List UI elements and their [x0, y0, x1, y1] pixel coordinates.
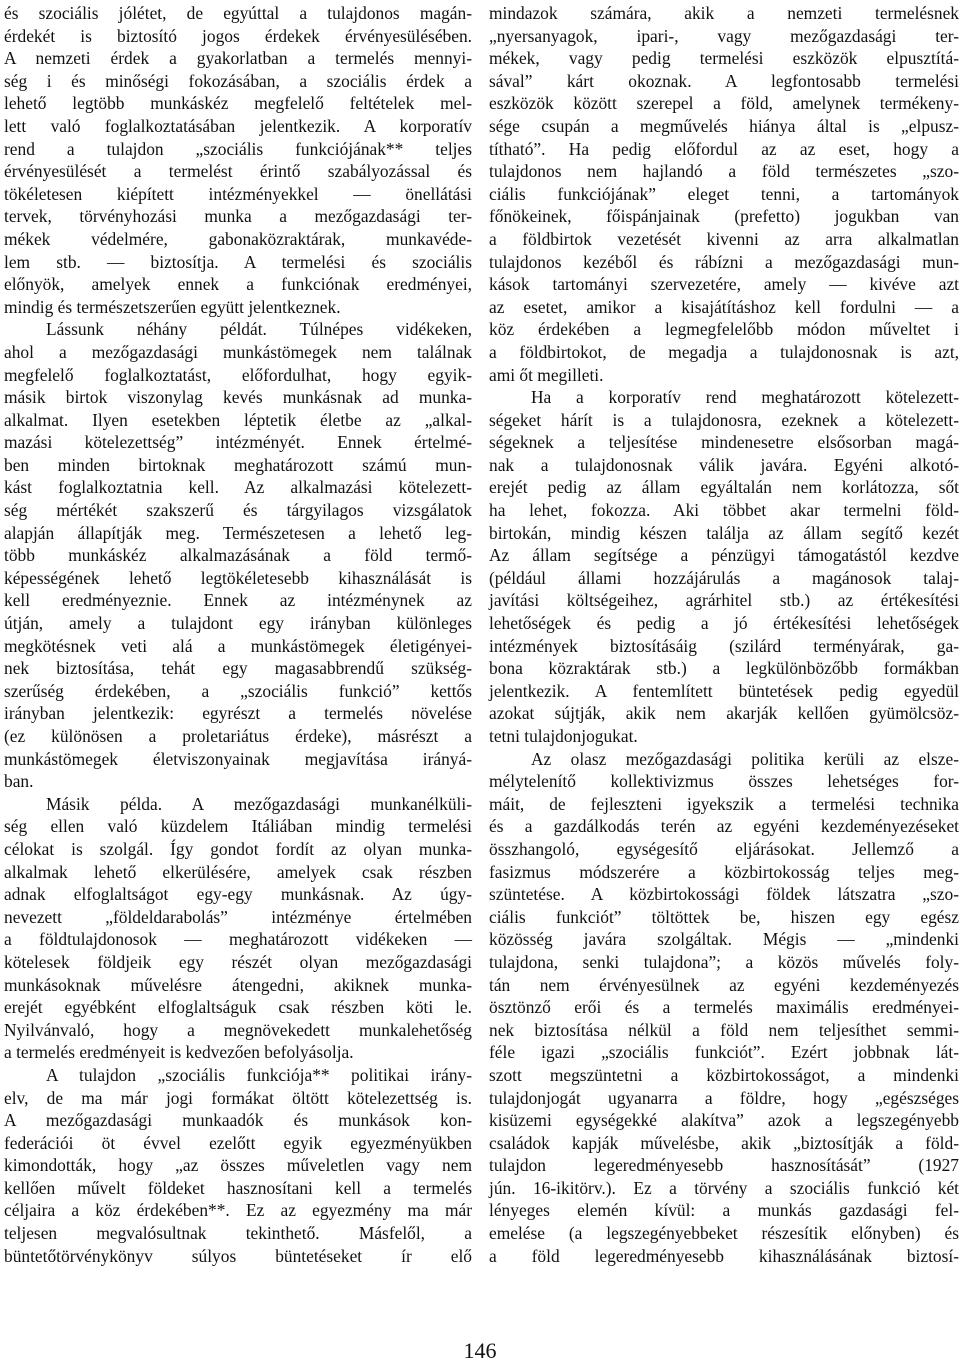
text-line: Az olasz mezőgazdasági politika kerüli az elsze- — [531, 748, 959, 769]
text-line: szüntetése. A közbirtokossági földek látszatra „szo- — [489, 884, 959, 905]
text-line: elv, de ma már jogi formákat öltött kötelezettség is. — [4, 1087, 472, 1108]
text-line: féle igazi „szociális funkciót”. Ezért jobbnak lát- — [489, 1042, 959, 1063]
text-line: A mezőgazdasági munkaadók és munkások kon- — [4, 1110, 472, 1131]
text-line: kások tartományi szervezetére, amely — kivéve azt — [489, 274, 959, 295]
text-line: nak a tulajdonosnak válik javára. Egyéni alkotó- — [489, 454, 959, 475]
text-line: alapján állapítják meg. Természetesen a lehető leg- — [4, 522, 472, 543]
text-line: a földbirtok vezetését kivenni az arra alkalmatlan — [489, 228, 959, 249]
text-line: tulajdon legeredményesebb hasznosítását” (1927 — [489, 1155, 959, 1176]
text-line: és szociális jólétet, de egyúttal a tulajdonos magán- — [4, 3, 472, 23]
text-line: Lássunk néhány példát. Túlnépes vidékeken, — [46, 319, 472, 340]
text-line: mindazok számára, akik a nemzeti termelésnek — [489, 3, 959, 23]
text-line: útján, amely a tulajdont egy irányban különleges — [4, 613, 472, 634]
text-line: tetni tulajdonjogukat. — [489, 726, 638, 746]
text-line: birtokán, mindig készen találja az állam segítő kezét — [489, 522, 959, 543]
text-line: célokat is szolgál. Így gondot fordít az olyan munka- — [4, 838, 472, 859]
text-line: A nemzeti érdek a gyakorlatban a termelés mennyi- — [4, 48, 472, 69]
text-line: ösztönző erői és a termelés maximális eredményei- — [489, 997, 959, 1018]
text-line: „nyersanyagok, ipari-, vagy mezőgazdasági ter- — [489, 25, 959, 46]
text-line: irányban jelentkezik: egyrészt a termelés növelése — [4, 703, 472, 724]
left-text-column — [4, 2, 472, 1267]
text-line: ciális funkciót” töltöttek be, hiszen egy egész — [489, 906, 959, 927]
text-line: szerűség érdekében, a „szociális funkció” kettős — [4, 680, 472, 701]
text-line: tulajdonos kezéből és rábízni a mezőgazdasági mun- — [489, 251, 959, 272]
text-line: erejét pedig az állam egyáltalán nem korlátozza, sőt — [489, 477, 959, 498]
text-line: ség i és minőségi fokozásában, a szociális érdek a — [4, 70, 472, 91]
text-line: céljaira a köz érdekében**. Ez az egyezmény ma már — [4, 1200, 472, 1221]
text-line: tulajdona, senki tulajdona”; a közös művelés foly- — [489, 951, 959, 972]
text-line: köz érdekében a legmegfelelőbb módon műveltet i — [489, 319, 959, 340]
text-line: ben minden birtoknak meghatározott számú mun- — [4, 454, 472, 475]
text-line: büntetőtörvénykönyv súlyos büntetéseket ír elő — [4, 1245, 472, 1266]
text-line: mékek, vagy pedig termelési eszközök elpusztítá- — [489, 48, 959, 69]
text-line: mélytelenítő kollektivizmus összes lehetséges for- — [489, 771, 959, 792]
text-line: családok kapják művelésbe, akik „biztosítják a föld- — [489, 1132, 959, 1153]
text-line: alkalmat. Ilyen esetekben léptetik életbe az „alkal- — [4, 409, 472, 430]
text-line: Nyilvánvaló, hogy a megnövekedett munkalehetőség — [4, 1019, 472, 1040]
text-line: kell eredményeznie. Ennek az intézménynek az — [4, 590, 472, 611]
text-line: megfelelő foglalkoztatást, előfordulhat, hogy egyik- — [4, 364, 472, 385]
text-line: kisüzemi egységekké alakítva” azok a legszegényebb — [489, 1110, 959, 1131]
text-line: adnak elfoglaltságot egy-egy munkásnak. Az úgy- — [4, 884, 472, 905]
text-line: tökéletesen kiépített intézményekkel — önellátási — [4, 183, 472, 204]
text-line: fasizmus módszerére a közbirtokosság teljes meg- — [489, 861, 959, 882]
text-line: ség ellen való küzdelem Itáliában mindig termelési — [4, 816, 472, 837]
text-line: emelése (a legszegényebbeket részesítik előnyben) és — [489, 1223, 959, 1244]
text-line: kást foglalkoztatnia kell. Az alkalmazási kötelezett- — [4, 477, 472, 498]
text-line: képességének lehető legtökéletesebb kihasználását is — [4, 567, 472, 588]
text-line: előnyök, amelyek ennek a funkciónak eredményei, — [4, 274, 472, 295]
text-line: érdekét is biztosító jogos érdekek érvényesülésében. — [4, 25, 472, 46]
text-line: jún. 16-ikitörv.). Ez a törvény a szociális funkció két — [489, 1177, 959, 1198]
text-line: összhangoló, egységesítő eljárásokat. Jellemző a — [489, 838, 959, 859]
text-line: munkástömegek életviszonyainak megjavítása irányá- — [4, 748, 472, 769]
text-line: federációi öt évvel ezelőtt egyik egyezményükben — [4, 1132, 472, 1153]
text-line: títható”. Ha pedig előfordul az az eset, hogy a — [489, 138, 959, 159]
text-line: ség mértékét szakszerű és tárgyilagos vizsgálatok — [4, 500, 472, 521]
text-line: intézmények biztosításáig (szilárd terményárak, ga- — [489, 635, 959, 656]
text-line: tervek, törvényhozási munka a mezőgazdasági ter- — [4, 206, 472, 227]
text-line: megkötésnek veti alá a munkástömegek életigényei- — [4, 635, 472, 656]
text-line: kimondották, hogy „az összes műveletlen vagy nem — [4, 1155, 472, 1176]
text-line: lehető legtöbb munkáskéz megfelelő feltételek mel- — [4, 93, 472, 114]
text-line: nek biztosítása nélkül a föld nem teljesíthet semmi- — [489, 1019, 959, 1040]
text-line: több munkáskéz alkalmazásának a föld termő- — [4, 545, 472, 566]
text-line: a termelés eredményeit is kedvezően befolyásolja. — [4, 1042, 354, 1063]
text-line: (például állami hozzájárulás a magánosok talaj- — [489, 567, 959, 588]
text-line: Másik példa. A mezőgazdasági munkanélküli- — [46, 793, 472, 814]
text-line: kellően művelt földeket hasznosítani kell a termelés — [4, 1177, 472, 1198]
text-line: ha lehet, fokozza. Aki többet akar termelni föld- — [489, 500, 959, 521]
text-line: lem stb. — biztosítja. A termelési és szociális — [4, 251, 472, 272]
text-line: a földtulajdonosok — meghatározott vidékeken — — [4, 929, 472, 950]
text-line: sége csupán a megművelés hiánya által is „elpusz- — [489, 115, 959, 136]
text-line: lehetőségek és pedig a jó értékesítési lehetőségek — [489, 613, 959, 634]
text-line: lett való foglalkoztatásában jelentkezik. A korporatív — [4, 115, 472, 136]
text-line: Ha a korporatív rend meghatározott kötelezett- — [531, 387, 959, 408]
text-line: kötelesek földjeik egy részét olyan mezőgazdasági — [4, 951, 472, 972]
text-line: munkásoknak művelésre átengedni, akiknek munka- — [4, 974, 472, 995]
text-line: sával” kárt okoznak. A legfontosabb termelési — [489, 70, 959, 91]
text-line: másik birtok viszonylag kevés munkásnak ad munka- — [4, 387, 472, 408]
text-line: ban. — [4, 771, 34, 792]
text-line: az esetet, amikor a kisajátításhoz kell fordulni — a — [489, 296, 959, 317]
text-line: javítási költségeihez, agrárhitel stb.) az értékesítési — [489, 590, 959, 611]
text-line: eszközök között szerepel a föld, amelynek termékeny- — [489, 93, 959, 114]
text-line: mazási kötelezettség” intézményét. Ennek értelmé- — [4, 432, 472, 453]
text-line: erejét egyébként elfoglaltságuk csak részben köti le. — [4, 997, 472, 1018]
text-line: nevezett „földeldarabolás” intézménye értelmében — [4, 906, 472, 927]
text-line: tulajdonjogát ugyanarra a földre, hogy „egészséges — [489, 1087, 959, 1108]
text-line: Az állam segítsége a pénzügyi támogatástól kezdve — [489, 545, 959, 566]
text-line: lényeges elemén kívül: a munkás gazdasági fel- — [489, 1200, 959, 1221]
text-line: alkalmak lehető elkerülésére, amelyek csak részben — [4, 861, 472, 882]
text-line: tán nem érvényesülnek az egyéni kezdeményezés — [489, 974, 959, 995]
text-line: rend a tulajdon „szociális funkciójának** teljes — [4, 138, 472, 159]
text-line: ciális funkciójának” eleget tenni, a tartományok — [489, 183, 959, 204]
text-line: szott megszüntetni a közbirtokosságot, a mindenki — [489, 1064, 959, 1085]
text-line: a föld legeredményesebb kihasználásának biztosí- — [489, 1245, 959, 1266]
text-line: jelentkezik. A fentemlített büntetések pedig egyedül — [489, 680, 959, 701]
right-text-column — [489, 2, 959, 1267]
text-line: és a gazdálkodás terén az egyéni kezdeményezéseket — [489, 816, 959, 837]
text-line: ami őt megilleti. — [489, 364, 604, 385]
text-line: ségeknek a teljesítése mindenesetre elsősorban magá- — [489, 432, 959, 453]
text-line: főnökeinek, főispánjainak (prefetto) jogukban van — [489, 206, 959, 227]
text-line: nek biztosítása, tehát egy magasabbrendű szükség- — [4, 658, 472, 679]
text-line: azokat sújtják, akik nem akarják kellően gyümölcsöz- — [489, 703, 959, 724]
text-line: bona közraktárak stb.) a legkülönbözőbb formákban — [489, 658, 959, 679]
text-line: tulajdonos nem hajlandó a föld természetes „szo- — [489, 161, 959, 182]
text-line: teljesen megvalósultnak tekinthető. Másfelől, a — [4, 1223, 472, 1244]
text-line: ségeket hárít is a tulajdonosra, ezeknek a kötelezett- — [489, 409, 959, 430]
page-number: 146 — [463, 1338, 497, 1363]
text-line: A tulajdon „szociális funkciója** politikai irány- — [46, 1064, 472, 1085]
text-line: máit, de fejleszteni igyekszik a termelési technika — [489, 793, 959, 814]
text-line: mékek védelmére, gabonaközraktárak, munkavéde- — [4, 228, 472, 249]
text-line: közösség javára szolgáltak. Mégis — „mindenki — [489, 929, 959, 950]
text-line: ahol a mezőgazdasági munkástömegek nem találnak — [4, 341, 472, 362]
text-line: mindig és természetszerűen együtt jelentkeznek. — [4, 296, 341, 317]
text-line: (ez különösen a proletariátus érdeke), másrészt a — [4, 726, 472, 746]
text-line: a földbirtokot, de megadja a tulajdonosnak is azt, — [489, 341, 959, 362]
text-line: érvényesülését a termelést érintő szabályozással és — [4, 161, 472, 182]
